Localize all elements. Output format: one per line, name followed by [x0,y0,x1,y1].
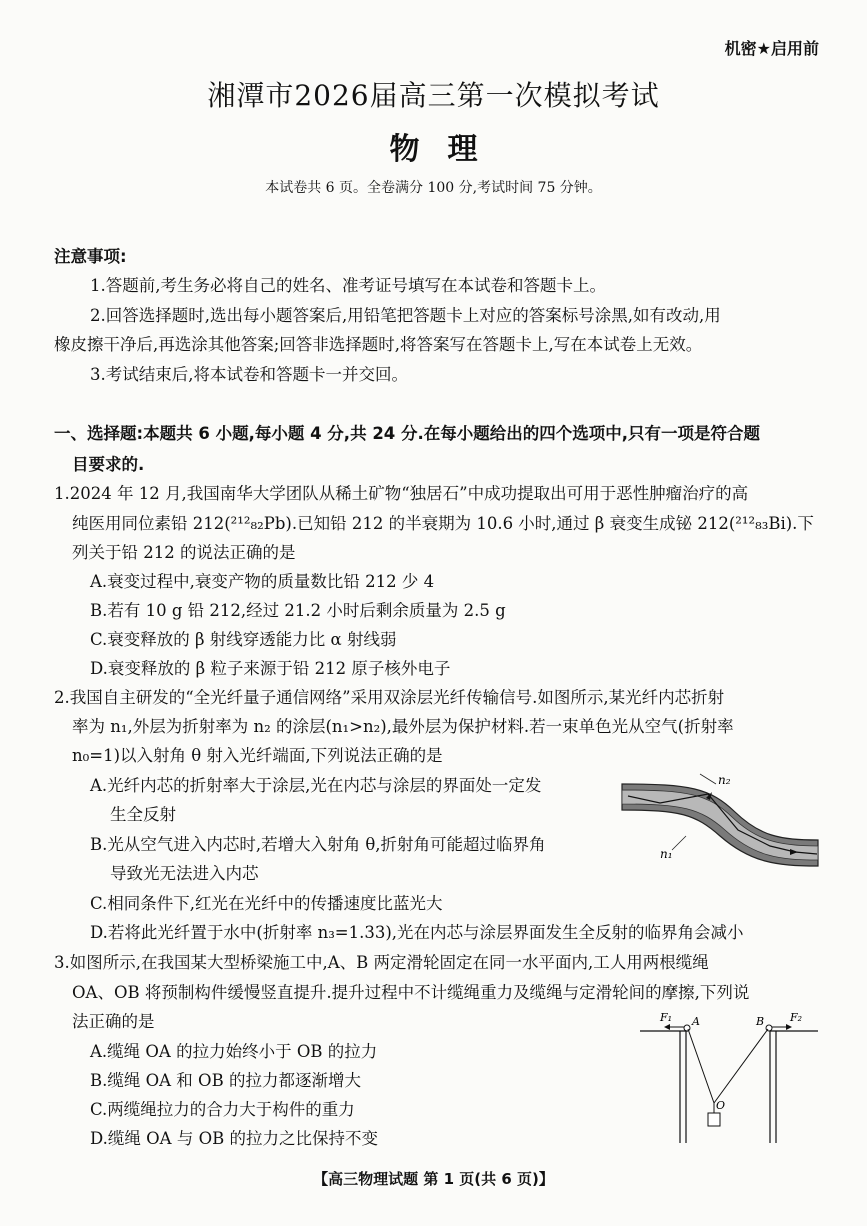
q1-line3: 列关于铅 212 的说法正确的是 [72,543,296,562]
q2-line3: n₀=1)以入射角 θ 射入光纤端面,下列说法正确的是 [72,746,443,765]
q1-option-c: C.衰变释放的 β 射线穿透能力比 α 射线弱 [90,630,397,649]
fig-label-b: B [756,1015,765,1028]
section1-line1: 一、选择题:本题共 6 小题,每小题 4 分,共 24 分.在每小题给出的四个选项中,只有一项是符合题 [54,424,761,443]
fig-label-f2: F₂ [790,1011,803,1024]
q1-option-d: D.衰变释放的 β 粒子来源于铅 212 原子核外电子 [90,659,451,678]
note-3: 3.考试结束后,将本试卷和答题卡一并交回。 [90,365,408,384]
exam-title: 湘潭市2026届高三第一次模拟考试 [207,79,660,112]
q1-line2: 纯医用同位素铅 212(²¹²₈₂Pb).已知铅 212 的半衰期为 10.6 小时,通过 β 衰变生成铋 212(²¹²₈₃Bi).下 [72,514,814,533]
q3-option-a: A.缆绳 OA 的拉力始终小于 OB 的拉力 [90,1042,378,1061]
q3-option-d: D.缆绳 OA 与 OB 的拉力之比保持不变 [90,1129,378,1148]
q1-option-b: B.若有 10 g 铅 212,经过 21.2 小时后剩余质量为 2.5 g [90,601,506,620]
q2-line2: 率为 n₁,外层为折射率为 n₂ 的涂层(n₁>n₂),最外层为保护材料.若一束单色光从空气(折射率 [72,717,734,736]
fig-label-n2: n₂ [718,773,731,787]
q3-option-c: C.两缆绳拉力的合力大于构件的重力 [90,1100,355,1119]
notes-heading: 注意事项: [54,247,127,266]
q2-line1: 2.我国自主研发的“全光纤量子通信网络”采用双涂层光纤传输信号.如图所示,某光纤内芯折射 [54,688,725,707]
fig-label-o: O [716,1099,726,1112]
fig-label-n1: n₁ [660,847,673,861]
note-2b: 橡皮擦干净后,再选涂其他答案;回答非选择题时,将答案写在答题卡上,写在本试卷上无效。 [54,335,703,354]
q3-line2: OA、OB 将预制构件缓慢竖直提升.提升过程中不计缆绳重力及缆绳与定滑轮间的摩擦,下列说 [72,983,750,1002]
q1-line1: 1.2024 年 12 月,我国南华大学团队从稀土矿物“独居石”中成功提取出可用于恶性肿瘤治疗的高 [54,484,749,503]
fig-label-f1: F₁ [660,1011,673,1024]
q1-option-a: A.衰变过程中,衰变产物的质量数比铅 212 少 4 [90,572,435,591]
subject-title: 物理 [389,132,506,167]
q2-option-a1: A.光纤内芯的折射率大于涂层,光在内芯与涂层的界面处一定发 [90,776,542,795]
fig-label-a: A [692,1015,700,1028]
exam-info: 本试卷共 6 页。全卷满分 100 分,考试时间 75 分钟。 [265,180,602,196]
q2-option-c: C.相同条件下,红光在光纤中的传播速度比蓝光大 [90,894,443,913]
confidential-mark: 机密★启用前 [724,39,819,58]
page-footer: 【高三物理试题 第 1 页(共 6 页)】 [313,1170,554,1188]
q2-option-d: D.若将此光纤置于水中(折射率 n₃=1.33),光在内芯与涂层界面发生全反射的临界角会减小 [90,923,744,942]
note-2a: 2.回答选择题时,选出每小题答案后,用铅笔把答题卡上对应的答案标号涂黑,如有改动,用 [90,306,721,325]
q2-option-b1: B.光从空气进入内芯时,若增大入射角 θ,折射角可能超过临界角 [90,835,546,854]
section1-line2: 目要求的. [72,455,145,474]
q3-option-b: B.缆绳 OA 和 OB 的拉力都逐渐增大 [90,1071,361,1090]
q3-line3: 法正确的是 [72,1012,155,1031]
q2-option-a2: 生全反射 [110,805,176,824]
fiber-figure [620,770,820,870]
pulley-figure [640,1005,820,1145]
q2-option-b2: 导致光无法进入内芯 [110,864,259,883]
note-1: 1.答题前,考生务必将自己的姓名、准考证号填写在本试卷和答题卡上。 [90,276,606,295]
q3-line1: 3.如图所示,在我国某大型桥梁施工中,A、B 两定滑轮固定在同一水平面内,工人用两根缆绳 [54,953,709,972]
